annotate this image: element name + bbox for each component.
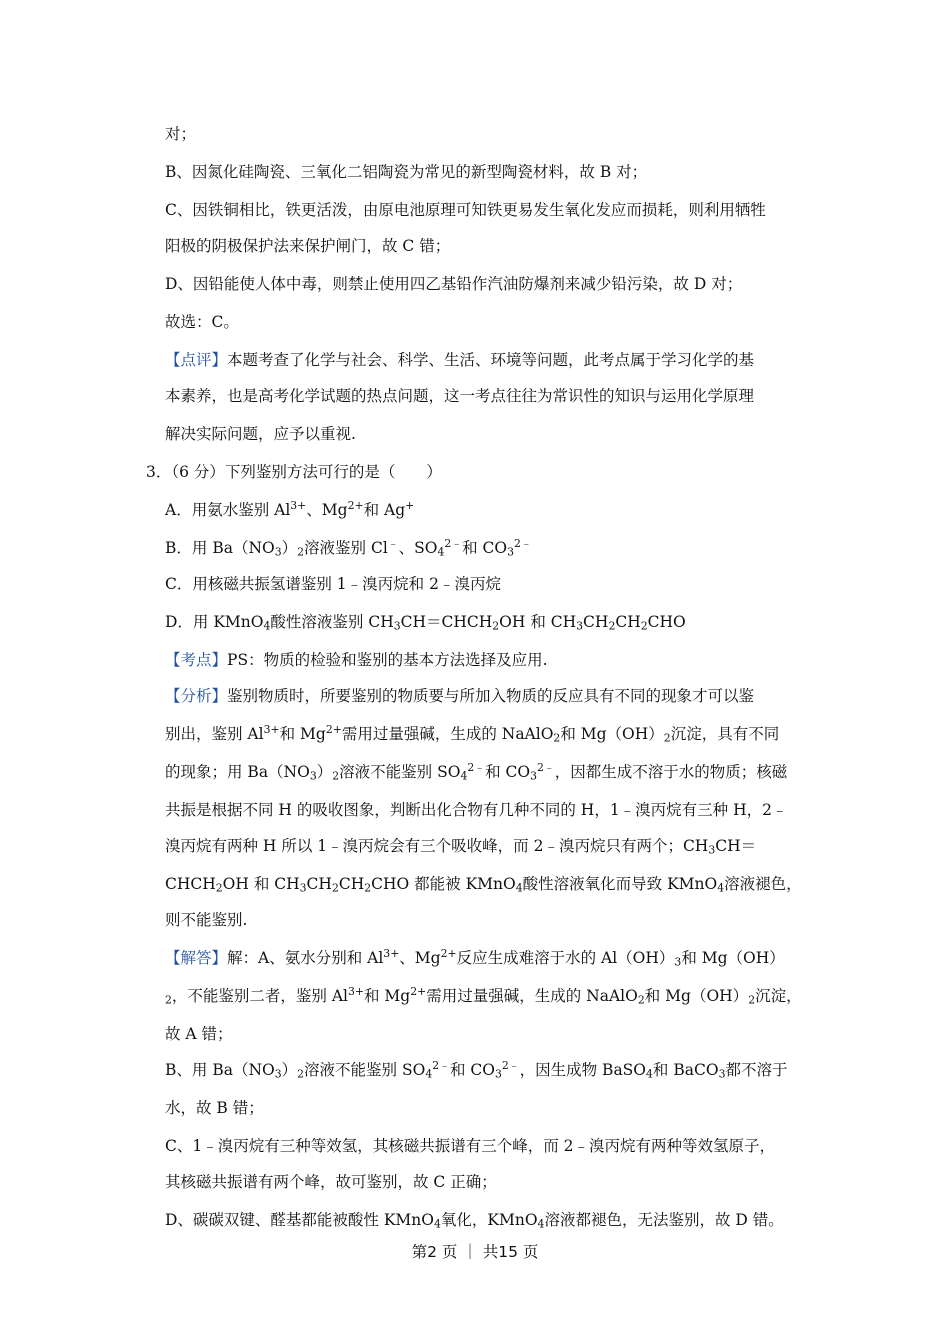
analysis-tag: 【分析】 — [165, 687, 228, 705]
answer-line: 【解答】解：A、氨水分别和 $Al^{3+}$、$Mg^{2+}$反应生成难溶于水的 $Al(OH)_3$和 Mg（OH） — [165, 947, 785, 969]
option-c: C．用核磁共振氢谱鉴别 1﹣溴丙烷和 2﹣溴丙烷 — [165, 575, 501, 593]
analysis-line: 共振是根据不同 H 的吸收图象，判断出化合物有几种不同的 H，1﹣溴丙烷有三种 H，2﹣ — [165, 801, 788, 819]
answer-tag: 【解答】 — [165, 949, 228, 967]
answer-line: $_2$，不能鉴别二者，鉴别 $Al^{3+}$和 $Mg^{2+}$需用过量强碱，生成的 NaAlO$_2$和 $Mg(OH)_2$沉淀， — [165, 985, 802, 1007]
text-line: 故选：C。 — [165, 313, 239, 331]
analysis-line: $CHCH_2OH$ 和 $CH_3CH_2CH_2CHO$ 都能被 KMnO$_4$酸性溶液氧化而导致 KMnO$_4$溶液褪色， — [165, 875, 802, 895]
comment-line: 本素养，也是高考化学试题的热点问题，这一考点往往为常识性的知识与运用化学原理 — [165, 387, 755, 405]
answer-line: 故 A 错； — [165, 1025, 233, 1043]
comment-tag: 【点评】 — [165, 351, 228, 369]
kaodian-tag: 【考点】 — [165, 651, 228, 669]
question-stem: 3．（6 分）下列鉴别方法可行的是（ ） — [146, 463, 442, 481]
analysis-line: 的现象；用 $Ba(NO_3)_2$溶液不能鉴别 $SO_4^{2﹣}$和 $CO_3^{2﹣}$，因都生成不溶于水的物质；核磁 — [165, 761, 788, 783]
answer-line: 其核磁共振谱有两个峰，故可鉴别，故 C 正确； — [165, 1173, 497, 1191]
text-line: 阳极的阴极保护法来保护闸门，故 C 错； — [165, 237, 451, 255]
comment-line: 【点评】本题考查了化学与社会、科学、生活、环境等问题，此考点属于学习化学的基 — [165, 351, 755, 369]
answer-line: 水，故 B 错； — [165, 1099, 264, 1117]
text-line: B、因氮化硅陶瓷、三氧化二铝陶瓷为常见的新型陶瓷材料，故 B 对； — [165, 163, 648, 181]
analysis-line: 则不能鉴别. — [165, 911, 248, 929]
comment-line: 解决实际问题，应予以重视. — [165, 425, 356, 443]
analysis-line: 别出，鉴别 $Al^{3+}$和 $Mg^{2+}$需用过量强碱，生成的 NaAlO$_2$和 $Mg(OH)_2$沉淀，具有不同 — [165, 723, 780, 745]
answer-line: C、1﹣溴丙烷有三种等效氢，其核磁共振谱有三个峰，而 2﹣溴丙烷有两种等效氢原子， — [165, 1137, 776, 1155]
analysis-line: 【分析】鉴别物质时，所要鉴别的物质要与所加入物质的反应具有不同的现象才可以鉴 — [165, 687, 755, 705]
text-line: D、因铅能使人体中毒，则禁止使用四乙基铅作汽油防爆剂来减少铅污染，故 D 对； — [165, 275, 743, 293]
page-footer: 第2 页 ｜ 共15 页 — [411, 1243, 539, 1261]
answer-line: B、用 $Ba(NO_3)_2$溶液不能鉴别 $SO_4^{2﹣}$和 $CO_3^{2﹣}$，因生成物 BaSO$_4$和 BaCO$_3$都不溶于 — [165, 1059, 788, 1081]
analysis-line: 溴丙烷有两种 H 所以 1﹣溴丙烷会有三个吸收峰，而 2﹣溴丙烷只有两个；$CH_3CH=$ — [165, 837, 757, 857]
option-b: B．用 $Ba(NO_3)_2$溶液鉴别 Cl﹣、$SO_4^{2﹣}$和 $CO_3^{2﹣}$ — [165, 537, 532, 559]
option-d: D．用 KMnO$_4$酸性溶液鉴别 $CH_3CH=CHCH_2OH$ 和 $CH_3CH_2CH_2CHO$ — [165, 613, 686, 633]
text-line: C、因铁铜相比，铁更活泼，由原电池原理可知铁更易发生氧化发应而损耗，则利用牺牲 — [165, 201, 766, 219]
kaodian-line: 【考点】PS：物质的检验和鉴别的基本方法选择及应用. — [165, 651, 548, 669]
option-a: A．用氨水鉴别 $Al^{3+}$、$Mg^{2+}$和 Ag+ — [165, 499, 415, 519]
text-line: 对； — [165, 125, 197, 143]
answer-line: D、碳碳双键、醛基都能被酸性 KMnO$_4$氧化，KMnO$_4$溶液都褪色，无法鉴别，故 D 错。 — [165, 1211, 784, 1231]
